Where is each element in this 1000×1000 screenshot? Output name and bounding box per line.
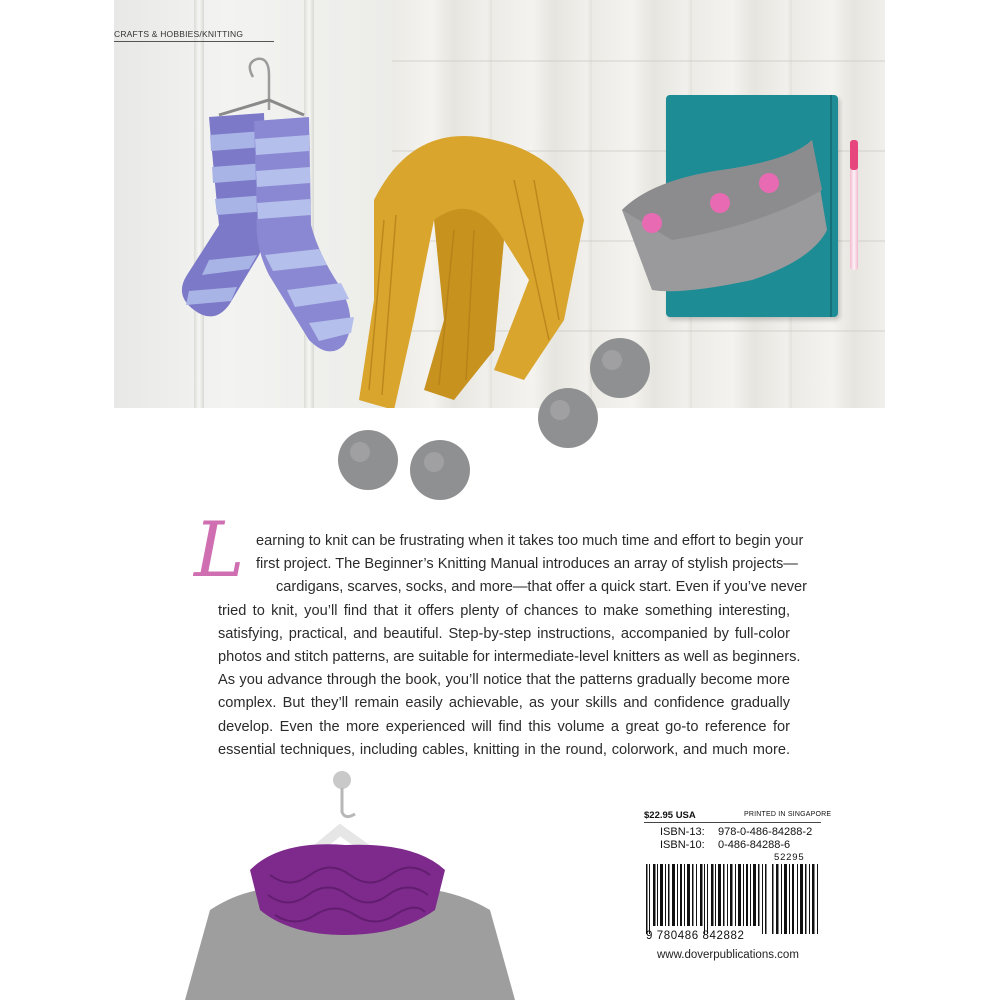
price-divider (644, 822, 821, 823)
description-line: essential techniques, including cables, knitting in the round, colorwork, and much more. (218, 741, 790, 758)
description-line: complex. But they’ll remain easily achievable, as your skills and confidence gradually (218, 695, 790, 712)
isbn13-label: ISBN-13: (660, 826, 705, 838)
isbn10-label: ISBN-10: (660, 839, 705, 851)
isbn10-value: 0-486-84288-6 (718, 839, 791, 851)
ean-barcode (644, 864, 774, 934)
cowl-sweater-image (180, 770, 520, 1000)
pink-pen-image (850, 140, 858, 270)
scarf-pompoms-image (320, 330, 660, 500)
isbn10-row (660, 839, 790, 851)
isbn13-row (660, 826, 812, 838)
grey-knit-pouch-image (612, 130, 842, 300)
barcode-digits: 9 780486 842882 (646, 930, 745, 942)
description-line: satisfying, practical, and beautiful. Step-by-step instructions, accompanied by full-color (218, 625, 790, 642)
barcode-addon-digits: 52295 (774, 852, 805, 863)
description-line: tried to knit, you’ll find that it offers plenty of chances to make something interesting, (218, 602, 790, 619)
description-line: cardigans, scarves, socks, and more—that offer a quick start. Even if you’ve never (276, 579, 808, 596)
publisher-website: www.doverpublications.com (657, 949, 799, 961)
description-line: develop. Even the more experienced will find this volume a great go-to reference for (218, 718, 790, 735)
description-line: first project. The Beginner’s Knitting Manual introduces an array of stylish projects— (256, 556, 798, 573)
book-description (218, 530, 808, 762)
price-label: $22.95 USA (644, 810, 696, 821)
description-line: photos and stitch patterns, are suitable for intermediate-level knitters as well as beginners. (218, 649, 801, 666)
addon-barcode (768, 864, 822, 934)
isbn13-value: 978-0-486-84288-2 (718, 826, 813, 838)
printed-in-label: PRINTED IN SINGAPORE (744, 811, 832, 818)
drop-cap-letter: L (194, 505, 245, 594)
description-line: earning to knit can be frustrating when it takes too much time and effort to begin your (256, 533, 804, 549)
description-line: As you advance through the book, you’ll notice that the patterns gradually become more (218, 672, 790, 689)
category-label: CRAFTS & HOBBIES/KNITTING (114, 29, 274, 42)
